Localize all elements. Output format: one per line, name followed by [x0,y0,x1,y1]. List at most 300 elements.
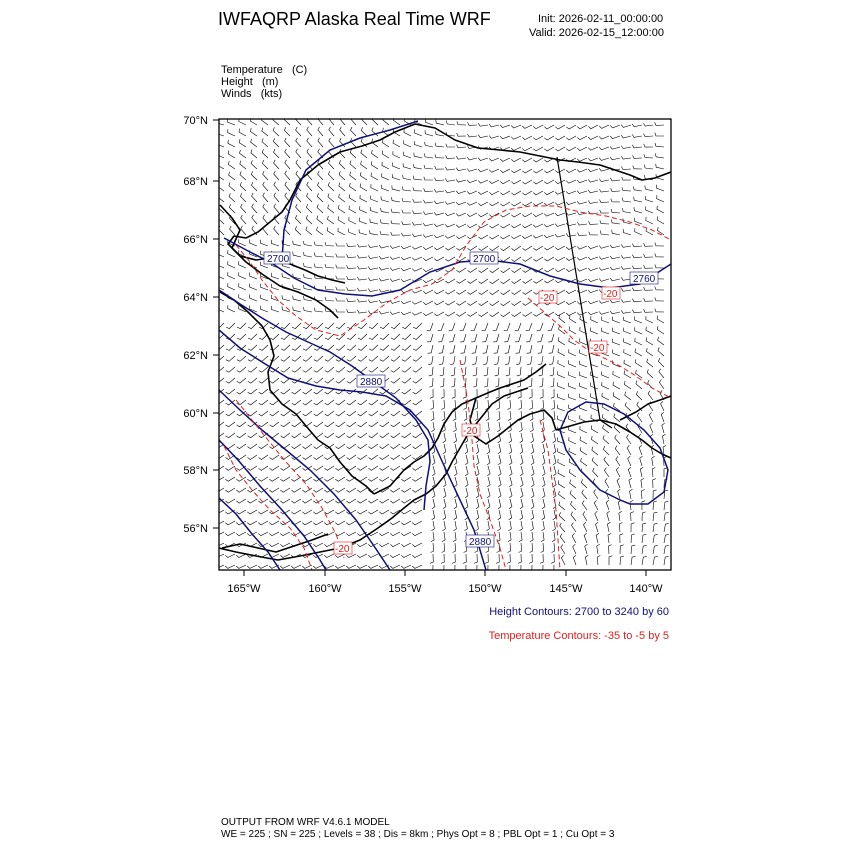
wind-barb [540,400,543,410]
wind-barb [485,554,488,563]
wind-barb [401,246,411,249]
wind-barb [380,466,390,470]
wind-barb [631,545,635,554]
wind-barb [318,171,323,180]
wind-barb [607,522,610,532]
wind-barb [230,226,235,235]
wind-barb [369,400,378,405]
wind-barb [306,204,312,213]
wind-barb [404,140,411,147]
wind-barb [390,301,400,304]
wind-barb [442,532,445,542]
wind-barb [501,268,511,273]
wind-barb [533,202,543,206]
wind-barb [636,370,643,378]
wind-barb [533,312,543,316]
wind-barb [273,127,279,136]
wind-barb [594,500,598,510]
wind-barb [390,554,400,558]
wind-barb [379,510,389,514]
wind-barb [600,220,609,224]
wind-barb [325,264,334,268]
wind-barb [553,510,556,520]
wind-barb [269,521,279,525]
field-temperature-unit: (C) [291,64,308,76]
wind-barb [314,367,323,372]
wind-barb [368,245,378,248]
lon-label-160w: 160°W [308,583,342,595]
wind-barb [610,311,620,314]
wind-barb [394,117,401,125]
wind-barb [635,228,642,235]
wind-barb [642,534,646,543]
wind-barb [591,425,598,433]
wind-barb [349,194,356,202]
wind-barb [454,510,457,520]
wind-barb [655,143,664,147]
wind-barb [347,298,356,301]
wind-barb [302,477,312,481]
wind-barb [622,167,632,170]
wind-barb [555,202,565,205]
wind-barb [644,309,653,312]
wind-barb [522,158,532,162]
wind-barb [430,389,433,398]
wind-barb [498,444,501,454]
wind-barb [501,312,511,317]
wind-barb [609,556,612,565]
model-info-line2: WE = 225 ; SN = 225 ; Levels = 38 ; Dis = 8km ; Phys Opt = 8 ; PBL Opt = 1 ; Cu Opt = 3 [221,829,615,840]
wind-barb [635,349,642,356]
wind-barb [357,310,367,313]
wind-barb [335,565,345,568]
wind-barb [438,323,444,331]
wind-barb [248,444,258,449]
wind-barb [526,334,532,342]
wind-barb [489,235,499,239]
wind-barb [226,367,235,372]
wind-barb [456,279,466,283]
wind-barb [644,254,653,257]
wind-barb [555,147,565,151]
wind-barb [642,556,647,565]
wind-barb [391,378,400,383]
wind-barb [250,295,257,302]
wind-barb [511,213,521,217]
wind-barb [368,521,378,525]
wind-barb [314,253,323,257]
wind-barb [371,173,378,180]
wind-barb [653,545,658,554]
wind-barb [314,334,323,340]
wind-barb [452,389,455,398]
wind-barb [613,382,620,389]
wind-barb [571,501,577,510]
wind-barb [581,458,588,466]
wind-barb [445,301,455,305]
wind-barb [566,290,576,294]
wind-barb [435,143,444,147]
wind-barb [325,297,334,301]
wind-barb [423,200,433,203]
wind-barb [495,378,499,387]
wind-barb [465,444,468,454]
wind-barb [293,307,301,312]
wind-barb [304,252,313,257]
wind-barb [359,218,367,224]
wind-barb [588,190,598,193]
wind-barb [313,543,323,547]
wind-barb [443,477,446,487]
wind-barb [303,433,312,438]
wind-barb [338,217,345,225]
wind-barb [552,532,555,542]
wind-barb [336,298,345,301]
wind-barb [500,224,510,228]
wind-barb [293,252,301,257]
wind-barb [632,255,642,258]
wind-barb [597,556,600,566]
wind-barb [527,345,532,353]
wind-barb [599,257,609,260]
wind-barb [445,178,455,181]
wind-barb [291,565,301,568]
wind-barb [497,411,500,421]
wind-barb [533,235,543,238]
wind-barb [648,391,653,400]
wind-barb [610,125,620,128]
wind-barb [441,400,444,410]
wind-barb [401,521,411,525]
wind-barb [262,128,268,136]
wind-barb [270,411,279,416]
wind-barb [508,521,511,531]
temp-label-5: -20 [335,544,350,555]
wind-barb [314,400,323,405]
wind-barb [467,213,477,217]
wind-barb [646,316,653,323]
wind-barb [571,512,576,521]
wind-barb [489,224,499,228]
wind-barb [580,361,588,367]
wind-barb [489,202,499,206]
wind-barb [580,350,587,356]
lat-label-60n: 60°N [183,408,208,420]
wind-barb [241,215,246,224]
wind-barb [452,554,455,563]
wind-barb [664,534,669,543]
wind-barb [580,394,588,400]
wind-barb [518,554,521,563]
wind-barb [522,147,532,151]
wind-barb [434,290,444,294]
wind-barb [349,206,356,213]
wind-barb [588,136,598,140]
wind-barb [358,433,367,438]
wind-barb [568,383,576,389]
wind-barb [610,245,620,248]
wind-barb [572,533,576,543]
wind-barb [629,478,632,488]
wind-barb [476,499,479,509]
wind-barb [486,422,489,432]
wind-barb [577,201,587,204]
wind-barb [390,312,400,315]
wind-barb [307,193,313,202]
wind-barb [568,394,576,400]
wind-barb [493,323,499,331]
wind-barb [625,392,631,400]
wind-barb [340,127,345,136]
wind-barb [478,213,488,217]
wind-barb [577,246,587,249]
wind-barb [478,158,488,161]
wind-barb [347,466,357,470]
wind-barb [484,367,488,376]
wind-barb [451,367,455,376]
wind-barb [281,433,290,438]
wind-barb [494,345,499,353]
wind-barb [237,455,247,460]
wind-barb [252,182,258,191]
lat-label-62n: 62°N [183,350,208,362]
wind-barb [619,511,622,521]
wind-barb [430,400,433,410]
wind-barb [291,532,301,536]
wind-barb [538,345,543,353]
wind-barb [553,433,556,443]
wind-barb [431,532,434,542]
wind-barb [498,466,501,476]
wind-barb [274,182,279,191]
wind-barb [550,378,554,387]
wind-barb [456,191,466,194]
wind-barb [325,253,334,257]
wind-barb [314,378,323,383]
wind-barb [247,565,257,568]
wind-barb [335,521,345,525]
wind-barb [434,257,444,261]
wind-barb [252,215,257,224]
wind-barb [380,345,389,350]
wind-barb [471,334,477,342]
wind-barb [390,543,400,547]
wind-barb [380,323,389,329]
wind-barb [658,358,664,367]
wind-barb [240,150,247,158]
wind-barb [522,202,532,206]
wind-barb [621,156,631,159]
wind-barb [226,411,235,416]
wind-barb [401,488,411,492]
wind-barb [588,312,598,315]
wind-barb [347,433,356,438]
wind-barb [391,389,400,394]
wind-barb [293,285,301,290]
wind-barb [664,501,668,510]
field-winds-unit: (kts) [260,88,283,100]
wind-barb [423,235,433,238]
wind-barb [616,467,620,477]
wind-barb [630,489,633,499]
wind-barb [577,180,587,183]
wind-barb [600,210,609,213]
wind-barb [381,196,389,202]
wind-barb [413,444,423,449]
wind-barb [644,154,653,158]
wind-barb [653,556,658,565]
wind-barb [285,182,290,191]
field-winds-name: Winds [221,88,252,100]
wind-barb [302,510,312,514]
wind-barb [281,367,290,372]
wind-barb [336,309,345,312]
wind-barb [259,400,268,405]
wind-barb [446,144,455,147]
wind-barb [507,400,510,410]
wind-barb [584,522,588,532]
wind-barb [443,499,446,509]
wind-barb [582,490,587,499]
wind-barb [561,544,565,554]
wind-barb [487,488,490,498]
wind-barb [296,138,301,147]
wind-barb [369,411,378,416]
height-label-5: 2880 [469,537,492,548]
wind-barb [604,457,609,466]
wind-barb [500,169,510,173]
wind-barb [368,256,378,259]
wind-barb [401,543,411,547]
wind-barb [381,208,389,213]
wind-barb [644,165,653,169]
wind-barb [318,116,323,125]
wind-barb [473,367,477,376]
wind-barb [460,334,466,342]
wind-barb [292,444,302,449]
wind-barb [325,334,334,340]
wind-barb [247,521,257,525]
map-title: IWFAQRP Alaska Real Time WRF [218,9,491,29]
wind-barb [656,185,664,191]
wind-barb [615,446,620,455]
wind-barb [445,224,455,227]
wind-barb [296,149,301,158]
wind-barb [237,356,246,361]
wind-barb [412,565,422,568]
wind-barb [303,334,312,340]
wind-barb [251,150,257,159]
wind-barb [464,411,467,421]
wind-barb [258,565,268,568]
wind-barb [653,501,657,510]
wind-barb [472,356,477,365]
wind-barb [412,234,422,237]
wind-barb [645,186,653,192]
wind-barb [631,512,634,521]
wind-barb [643,123,653,126]
wind-barb [596,522,599,532]
wind-barb [662,423,665,433]
wind-barb [292,345,301,350]
wind-barb [613,350,620,357]
wind-barb [605,478,609,488]
wind-barb [500,136,510,139]
wind-barb [620,556,624,565]
wind-barb [624,338,631,345]
wind-barb [403,163,411,169]
wind-barb [544,257,554,261]
wind-barb [511,180,521,184]
wind-barb [381,185,389,191]
wind-barb [412,532,422,536]
wind-barb [292,367,301,372]
wind-barb [636,381,642,390]
wind-barb [216,130,224,136]
wind-barb [511,136,521,139]
wind-barb [479,279,489,284]
wind-barb [621,244,631,247]
wind-barb [274,193,279,202]
wind-barb [251,171,257,180]
wind-barb [655,309,664,313]
wind-barb [280,543,290,547]
wind-barb [644,134,654,137]
wind-barb [303,367,312,372]
wind-barb [579,383,587,389]
wind-barb [478,123,488,126]
wind-barb [391,323,400,329]
wind-barb [335,488,345,492]
wind-barb [632,299,642,302]
wind-barb [317,204,323,213]
wind-barb [512,301,522,306]
wind-barb [281,466,291,470]
wind-barb [280,521,290,525]
wind-barb [296,127,301,136]
wind-barb [324,510,334,514]
wind-barb [372,116,378,125]
wind-barb [454,433,457,443]
wind-barb [608,533,611,543]
wind-barb [280,532,290,536]
wind-barb [413,176,422,180]
wind-barb [325,455,335,460]
wind-barb [456,312,466,316]
wind-barb [607,511,610,521]
wind-barb [391,433,400,438]
wind-barb [541,543,544,553]
wind-barb [664,523,669,532]
wind-barb [569,426,576,433]
wind-barb [228,261,235,268]
wind-barb [621,125,631,128]
wind-barb [551,554,554,563]
wind-barb [591,316,598,323]
wind-barb [588,290,598,293]
wind-barb [360,172,367,180]
wind-barb [588,257,598,260]
wind-barb [588,158,598,161]
wind-barb [335,510,345,514]
wind-barb [558,349,565,356]
wind-barb [270,444,280,449]
wind-barb [599,136,609,139]
wind-barb [610,178,620,181]
wind-barb [391,411,400,416]
wind-barb [495,367,499,376]
wind-barb [541,521,544,531]
